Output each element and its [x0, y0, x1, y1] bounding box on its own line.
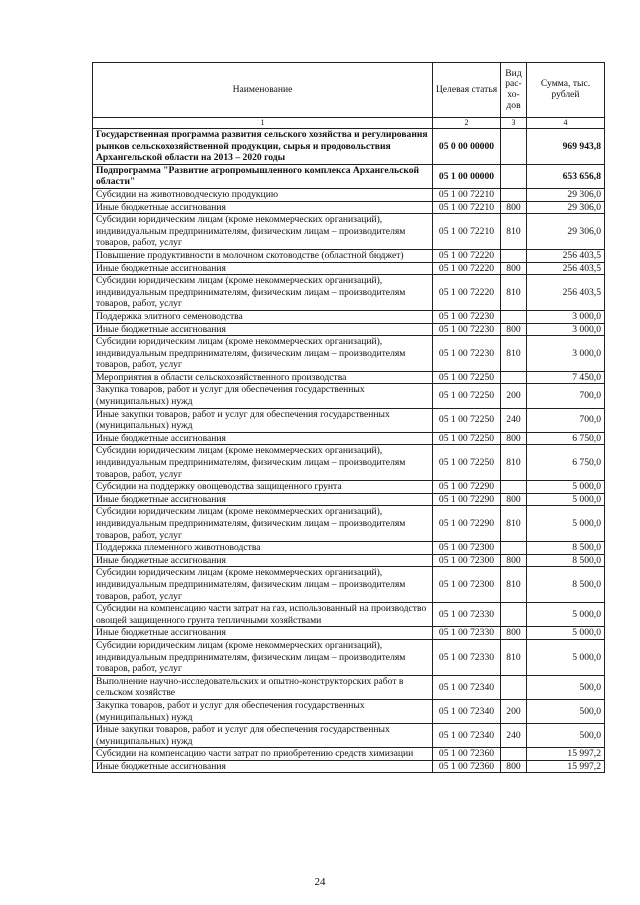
table-row — [93, 336, 605, 372]
cell-sum: 8 500,0 — [527, 542, 605, 555]
header-code: Целевая статья — [433, 63, 501, 118]
cell-name: Субсидии юридическим лицам (кроме некоммерческих организаций), индивидуальным предпринимателям, физическим лицам – производителям товаров, работ, услуг — [93, 567, 433, 603]
cell-sum: 256 403,5 — [527, 249, 605, 262]
cell-sum: 653 656,8 — [527, 164, 605, 188]
table-row — [93, 760, 605, 773]
table-header-row — [93, 63, 605, 118]
cell-name: Иные бюджетные ассигнования — [93, 554, 433, 567]
cell-sum: 3 000,0 — [527, 323, 605, 336]
table-row — [93, 639, 605, 675]
cell-sum: 5 000,0 — [527, 493, 605, 506]
cell-code: 05 1 00 72340 — [433, 724, 501, 748]
cell-name: Иные бюджетные ассигнования — [93, 493, 433, 506]
cell-code: 05 1 00 72330 — [433, 627, 501, 640]
cell-kind — [501, 748, 527, 761]
table-row — [93, 164, 605, 188]
cell-name: Иные закупки товаров, работ и услуг для обеспечения государственных (муниципальных) нужд — [93, 724, 433, 748]
cell-name: Субсидии юридическим лицам (кроме некоммерческих организаций), индивидуальным предпринимателям, физическим лицам – производителям товаров, работ, услуг — [93, 214, 433, 250]
cell-kind: 200 — [501, 384, 527, 408]
cell-name: Выполнение научно-исследовательских и опытно-конструкторских работ в сельском хозяйстве — [93, 675, 433, 699]
cell-kind: 810 — [501, 445, 527, 481]
cell-sum: 5 000,0 — [527, 481, 605, 494]
cell-kind: 800 — [501, 432, 527, 445]
cell-name: Повышение продуктивности в молочном скотоводстве (областной бюджет) — [93, 249, 433, 262]
cell-kind — [501, 675, 527, 699]
cell-sum: 969 943,8 — [527, 129, 605, 165]
cell-kind — [501, 249, 527, 262]
table-row — [93, 627, 605, 640]
table-row — [93, 675, 605, 699]
cell-kind: 800 — [501, 760, 527, 773]
cell-name: Иные бюджетные ассигнования — [93, 262, 433, 275]
cell-name: Иные бюджетные ассигнования — [93, 627, 433, 640]
cell-name: Иные бюджетные ассигнования — [93, 323, 433, 336]
cell-code: 05 1 00 72290 — [433, 506, 501, 542]
cell-name: Субсидии на компенсацию части затрат по приобретению средств химизации — [93, 748, 433, 761]
cell-sum: 15 997,2 — [527, 748, 605, 761]
cell-name: Субсидии юридическим лицам (кроме некоммерческих организаций), индивидуальным предпринимателям, физическим лицам – производителям товаров, работ, услуг — [93, 275, 433, 311]
cell-name: Субсидии на компенсацию части затрат на газ, использованный на производство овощей защищенного грунта тепличными хозяйствами — [93, 603, 433, 627]
cell-code: 05 1 00 72360 — [433, 760, 501, 773]
cell-sum: 5 000,0 — [527, 506, 605, 542]
table-row — [93, 603, 605, 627]
cell-name: Субсидии юридическим лицам (кроме некоммерческих организаций), индивидуальным предпринимателям, физическим лицам – производителям товаров, работ, услуг — [93, 445, 433, 481]
cell-code: 05 1 00 72250 — [433, 408, 501, 432]
cell-code: 05 1 00 72250 — [433, 445, 501, 481]
cell-kind — [501, 603, 527, 627]
cell-kind: 240 — [501, 724, 527, 748]
cell-kind: 200 — [501, 699, 527, 723]
cell-kind: 810 — [501, 506, 527, 542]
cell-code: 05 1 00 72220 — [433, 249, 501, 262]
cell-name: Подпрограмма "Развитие агропромышленного комплекса Архангельской области" — [93, 164, 433, 188]
page-number: 24 — [314, 876, 326, 888]
cell-sum: 3 000,0 — [527, 336, 605, 372]
cell-kind — [501, 481, 527, 494]
cell-sum: 500,0 — [527, 724, 605, 748]
cell-sum: 256 403,5 — [527, 275, 605, 311]
cell-name: Субсидии юридическим лицам (кроме некоммерческих организаций), индивидуальным предпринимателям, физическим лицам – производителям товаров, работ, услуг — [93, 336, 433, 372]
header-sum: Сумма, тыс. рублей — [527, 63, 605, 118]
table-row — [93, 188, 605, 201]
cell-kind — [501, 129, 527, 165]
cell-kind — [501, 542, 527, 555]
cell-sum: 6 750,0 — [527, 432, 605, 445]
table-row — [93, 493, 605, 506]
table-row — [93, 262, 605, 275]
table-row — [93, 323, 605, 336]
cell-code: 05 1 00 72220 — [433, 275, 501, 311]
cell-sum: 256 403,5 — [527, 262, 605, 275]
cell-code: 05 1 00 72210 — [433, 201, 501, 214]
cell-kind: 810 — [501, 214, 527, 250]
cell-sum: 7 450,0 — [527, 371, 605, 384]
column-number: 2 — [433, 118, 501, 129]
cell-kind: 800 — [501, 554, 527, 567]
cell-sum: 15 997,2 — [527, 760, 605, 773]
cell-name: Иные бюджетные ассигнования — [93, 201, 433, 214]
table-row — [93, 445, 605, 481]
cell-kind: 800 — [501, 627, 527, 640]
cell-kind: 810 — [501, 567, 527, 603]
column-number: 3 — [501, 118, 527, 129]
cell-kind: 800 — [501, 201, 527, 214]
table-row — [93, 432, 605, 445]
cell-sum: 5 000,0 — [527, 627, 605, 640]
cell-code: 05 1 00 72250 — [433, 432, 501, 445]
cell-sum: 3 000,0 — [527, 310, 605, 323]
cell-sum: 5 000,0 — [527, 639, 605, 675]
table-row — [93, 699, 605, 723]
cell-sum: 6 750,0 — [527, 445, 605, 481]
cell-kind — [501, 164, 527, 188]
column-number: 1 — [93, 118, 433, 129]
cell-name: Субсидии юридическим лицам (кроме некоммерческих организаций), индивидуальным предпринимателям, физическим лицам – производителям товаров, работ, услуг — [93, 639, 433, 675]
cell-code: 05 1 00 72230 — [433, 323, 501, 336]
table-row — [93, 554, 605, 567]
cell-code: 05 1 00 72290 — [433, 493, 501, 506]
table-row — [93, 249, 605, 262]
cell-code: 05 1 00 72330 — [433, 639, 501, 675]
table-row — [93, 506, 605, 542]
cell-name: Субсидии юридическим лицам (кроме некоммерческих организаций), индивидуальным предпринимателям, физическим лицам – производителям товаров, работ, услуг — [93, 506, 433, 542]
cell-name: Иные бюджетные ассигнования — [93, 432, 433, 445]
cell-name: Иные закупки товаров, работ и услуг для обеспечения государственных (муниципальных) нужд — [93, 408, 433, 432]
table-row — [93, 201, 605, 214]
cell-sum: 700,0 — [527, 384, 605, 408]
cell-name: Иные бюджетные ассигнования — [93, 760, 433, 773]
cell-code: 05 1 00 72290 — [433, 481, 501, 494]
header-name: Наименование — [93, 63, 433, 118]
table-row — [93, 310, 605, 323]
table-row — [93, 408, 605, 432]
cell-code: 05 1 00 72340 — [433, 699, 501, 723]
cell-sum: 500,0 — [527, 699, 605, 723]
cell-sum: 29 306,0 — [527, 214, 605, 250]
cell-code: 05 1 00 72230 — [433, 310, 501, 323]
cell-sum: 8 500,0 — [527, 554, 605, 567]
cell-kind: 810 — [501, 639, 527, 675]
cell-name: Закупка товаров, работ и услуг для обеспечения государственных (муниципальных) нужд — [93, 699, 433, 723]
table-row — [93, 567, 605, 603]
cell-code: 05 1 00 72220 — [433, 262, 501, 275]
cell-code: 05 1 00 72230 — [433, 336, 501, 372]
cell-sum: 8 500,0 — [527, 567, 605, 603]
cell-kind — [501, 188, 527, 201]
cell-sum: 5 000,0 — [527, 603, 605, 627]
cell-code: 05 0 00 00000 — [433, 129, 501, 165]
cell-name: Поддержка элитного семеноводства — [93, 310, 433, 323]
table-row — [93, 748, 605, 761]
cell-code: 05 1 00 72340 — [433, 675, 501, 699]
cell-name: Субсидии на поддержку овощеводства защищенного грунта — [93, 481, 433, 494]
cell-kind — [501, 371, 527, 384]
cell-code: 05 1 00 72210 — [433, 188, 501, 201]
cell-code: 05 1 00 00000 — [433, 164, 501, 188]
cell-kind: 800 — [501, 323, 527, 336]
cell-kind: 810 — [501, 275, 527, 311]
cell-sum: 29 306,0 — [527, 201, 605, 214]
table-row — [93, 371, 605, 384]
column-number: 4 — [527, 118, 605, 129]
column-number-row — [93, 118, 605, 129]
cell-kind — [501, 310, 527, 323]
table-row — [93, 481, 605, 494]
cell-code: 05 1 00 72300 — [433, 567, 501, 603]
cell-code: 05 1 00 72250 — [433, 371, 501, 384]
cell-code: 05 1 00 72330 — [433, 603, 501, 627]
table-row — [93, 384, 605, 408]
cell-kind: 240 — [501, 408, 527, 432]
cell-name: Мероприятия в области сельскохозяйственного производства — [93, 371, 433, 384]
cell-kind: 810 — [501, 336, 527, 372]
table-row — [93, 275, 605, 311]
cell-name: Закупка товаров, работ и услуг для обеспечения государственных (муниципальных) нужд — [93, 384, 433, 408]
cell-code: 05 1 00 72360 — [433, 748, 501, 761]
cell-code: 05 1 00 72250 — [433, 384, 501, 408]
header-kind: Вид рас-хо-дов — [501, 63, 527, 118]
cell-code: 05 1 00 72300 — [433, 554, 501, 567]
cell-sum: 500,0 — [527, 675, 605, 699]
table-row — [93, 724, 605, 748]
cell-sum: 29 306,0 — [527, 188, 605, 201]
cell-code: 05 1 00 72210 — [433, 214, 501, 250]
table-row — [93, 214, 605, 250]
cell-kind: 800 — [501, 493, 527, 506]
cell-name: Государственная программа развития сельского хозяйства и регулирования рынков сельскохозяйственной продукции, сырья и продовольствия Архангельской области на 2013 – 2020 годы — [93, 129, 433, 165]
cell-kind: 800 — [501, 262, 527, 275]
cell-name: Поддержка племенного животноводства — [93, 542, 433, 555]
cell-sum: 700,0 — [527, 408, 605, 432]
budget-table — [92, 62, 605, 773]
table-row — [93, 129, 605, 165]
cell-name: Субсидии на животноводческую продукцию — [93, 188, 433, 201]
cell-code: 05 1 00 72300 — [433, 542, 501, 555]
table-row — [93, 542, 605, 555]
